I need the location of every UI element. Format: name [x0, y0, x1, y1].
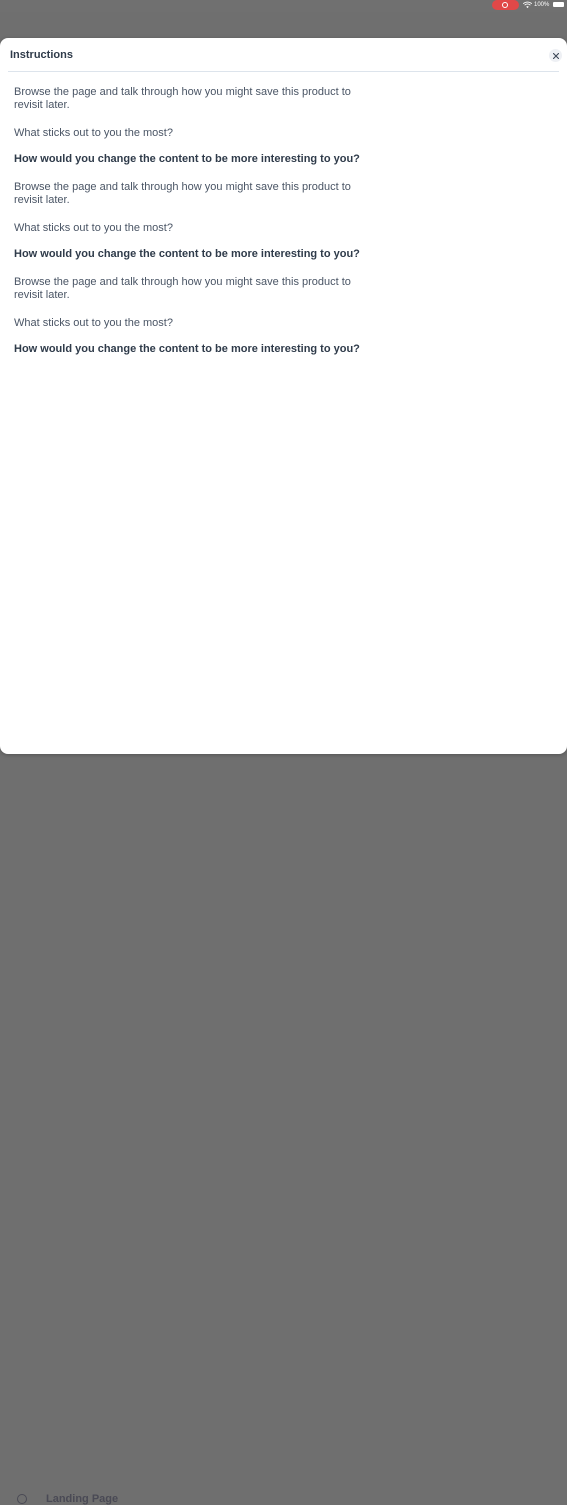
instruction-question: How would you change the content to be more interesting to you? — [14, 248, 360, 260]
instruction-text: Browse the page and talk through how you might save this product to revisit later. — [14, 276, 351, 301]
close-icon — [553, 53, 559, 59]
instruction-text: What sticks out to you the most? — [14, 317, 173, 329]
recording-indicator[interactable] — [492, 0, 519, 10]
record-icon — [502, 2, 508, 8]
close-button[interactable] — [549, 49, 562, 62]
instruction-question: How would you change the content to be more interesting to you? — [14, 343, 360, 355]
battery-percentage: 100% — [534, 2, 550, 8]
instruction-text: What sticks out to you the most? — [14, 222, 173, 234]
instruction-group — [14, 181, 364, 276]
modal-header — [0, 38, 567, 72]
battery-icon — [553, 2, 564, 7]
instruction-text: What sticks out to you the most? — [14, 127, 173, 139]
landing-page-label[interactable]: Landing Page — [46, 1493, 119, 1505]
info-icon — [17, 1494, 27, 1504]
header-divider — [8, 71, 559, 72]
instruction-text: Browse the page and talk through how you might save this product to revisit later. — [14, 181, 351, 206]
instruction-group — [14, 276, 364, 371]
wifi-icon — [523, 1, 532, 9]
instruction-question: How would you change the content to be more interesting to you? — [14, 153, 360, 165]
instruction-text: Browse the page and talk through how you might save this product to revisit later. — [14, 86, 351, 111]
instructions-modal — [0, 38, 567, 754]
instructions-list — [14, 86, 364, 371]
instruction-group — [14, 86, 364, 181]
modal-title: Instructions — [10, 49, 73, 61]
status-bar — [0, 0, 567, 12]
